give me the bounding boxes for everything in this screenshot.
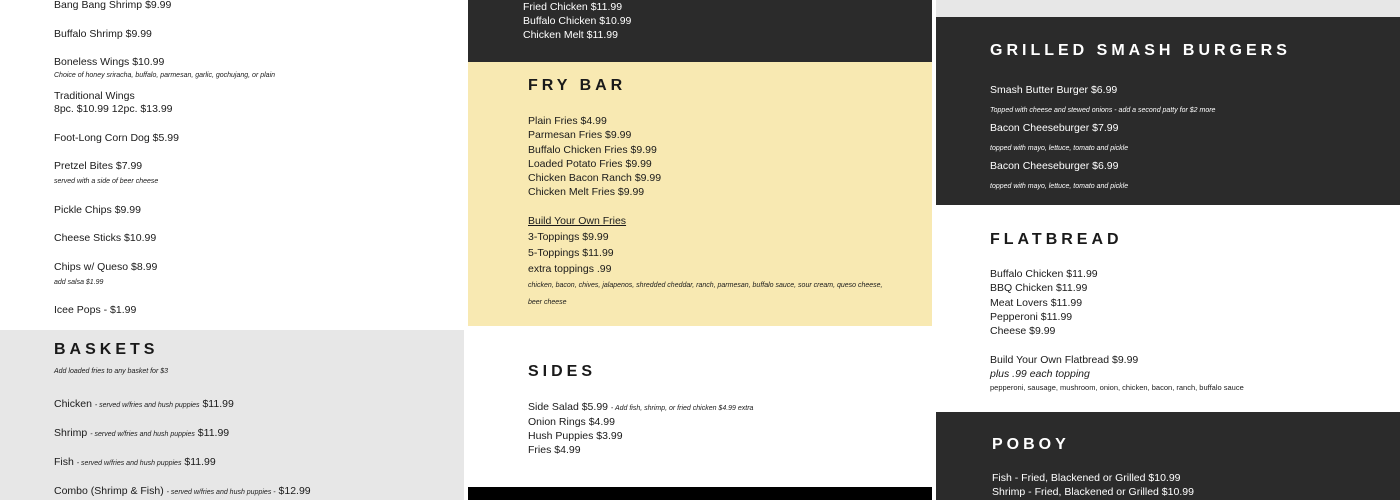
menu-item: Bacon Cheeseburger $7.99: [990, 122, 1119, 134]
menu-item: Chicken Melt $11.99: [523, 29, 618, 41]
menu-item: Onion Rings $4.99: [528, 416, 615, 428]
menu-item: Buffalo Chicken $10.99: [523, 15, 632, 27]
fry-bar-section: [468, 62, 932, 326]
section-title: FLATBREAD: [990, 231, 1123, 248]
menu-item: Bacon Cheeseburger $6.99: [990, 160, 1119, 172]
section-subtitle: Add loaded fries to any basket for $3: [54, 368, 169, 375]
menu-item: Plain Fries $4.99: [528, 115, 607, 127]
poboy-section: [936, 412, 1400, 500]
item-note: Topped with cheese and stewed onions - add a second patty for $2 more: [990, 107, 1216, 114]
menu-item: Shrimp - Fried, Blackened or Grilled $10.99: [992, 486, 1194, 498]
toppings-list: pepperoni, sausage, mushroom, onion, chicken, bacon, ranch, buffalo sauce: [990, 383, 1244, 392]
menu-item: Icee Pops - $1.99: [54, 304, 137, 316]
byo-option: 5-Toppings $11.99: [528, 247, 614, 259]
menu-item: Parmesan Fries $9.99: [528, 129, 632, 141]
item-note: topped with mayo, lettuce, tomato and pickle: [990, 183, 1129, 190]
menu-item: Pickle Chips $9.99: [54, 204, 141, 216]
toppings-list: beer cheese: [528, 299, 567, 306]
menu-item: Buffalo Chicken $11.99: [990, 268, 1098, 280]
burgers-section: [936, 17, 1400, 205]
flatbread-section: [936, 205, 1400, 412]
menu-item: Traditional Wings: [54, 90, 135, 102]
top-strip: [936, 0, 1400, 17]
menu-item: Chicken Melt Fries $9.99: [528, 186, 645, 198]
byo-plus: plus .99 each topping: [990, 368, 1090, 380]
menu-item: Smash Butter Burger $6.99: [990, 84, 1118, 96]
menu-item: Chicken Bacon Ranch $9.99: [528, 172, 662, 184]
item-note: add salsa $1.99: [54, 279, 104, 286]
byo-option: extra toppings .99: [528, 263, 612, 275]
menu-item: BBQ Chicken $11.99: [990, 282, 1088, 294]
item-note: Choice of honey sriracha, buffalo, parmesan, garlic, gochujang, or plain: [54, 72, 276, 79]
menu-item: Buffalo Shrimp $9.99: [54, 28, 152, 40]
baskets-section: [0, 330, 464, 500]
menu-item: Meat Lovers $11.99: [990, 297, 1083, 309]
byo-title: Build Your Own Flatbread $9.99: [990, 354, 1139, 366]
byo-title: Build Your Own Fries: [528, 215, 627, 227]
menu-item: Side Salad $5.99 - Add fish, shrimp, or fried chicken $4.99 extra: [528, 401, 754, 413]
bottom-band: [468, 487, 932, 500]
menu-item: Chips w/ Queso $8.99: [54, 261, 158, 273]
menu-item: Chicken - served w/fries and hush puppies $11.99: [54, 398, 234, 410]
menu-item: Fish - Fried, Blackened or Grilled $10.99: [992, 472, 1181, 484]
section-title: FRY BAR: [528, 77, 627, 94]
section-title: POBOY: [992, 436, 1070, 453]
menu-item: Bang Bang Shrimp $9.99: [54, 0, 172, 11]
menu-item: Cheese Sticks $10.99: [54, 232, 157, 244]
toppings-list: chicken, bacon, chives, jalapenos, shredded cheddar, ranch, parmesan, buffalo sauce, sour cream, queso cheese,: [528, 282, 883, 289]
section-title: BASKETS: [54, 341, 159, 358]
menu-item: Fried Chicken $11.99: [523, 1, 623, 13]
menu-item: Shrimp - served w/fries and hush puppies $11.99: [54, 427, 230, 439]
menu-item: Boneless Wings $10.99: [54, 56, 165, 68]
byo-option: 3-Toppings $9.99: [528, 231, 609, 243]
menu-item: Cheese $9.99: [990, 325, 1056, 337]
item-note: served with a side of beer cheese: [54, 178, 159, 185]
item-note: topped with mayo, lettuce, tomato and pickle: [990, 145, 1129, 152]
menu-item: Combo (Shrimp & Fish) - served w/fries and hush puppies - $12.99: [54, 485, 311, 497]
menu-item: Foot-Long Corn Dog $5.99: [54, 132, 179, 144]
menu-item: Buffalo Chicken Fries $9.99: [528, 144, 657, 156]
sides-section: [468, 326, 932, 487]
menu-item: Loaded Potato Fries $9.99: [528, 158, 652, 170]
column-left: [0, 0, 464, 500]
menu-item: Fish - served w/fries and hush puppies $11.99: [54, 456, 216, 468]
appetizers-section: [0, 0, 464, 330]
menu-item: Hush Puppies $3.99: [528, 430, 623, 442]
section-title: GRILLED SMASH BURGERS: [990, 42, 1291, 59]
chicken-section: [468, 0, 932, 62]
menu-item: Pepperoni $11.99: [990, 311, 1073, 323]
item-subprices: 8pc. $10.99 12pc. $13.99: [54, 103, 173, 115]
column-middle: [468, 0, 932, 500]
column-right: [936, 0, 1400, 500]
section-title: SIDES: [528, 363, 597, 380]
menu-item: Fries $4.99: [528, 444, 581, 456]
menu-item: Pretzel Bites $7.99: [54, 160, 143, 172]
